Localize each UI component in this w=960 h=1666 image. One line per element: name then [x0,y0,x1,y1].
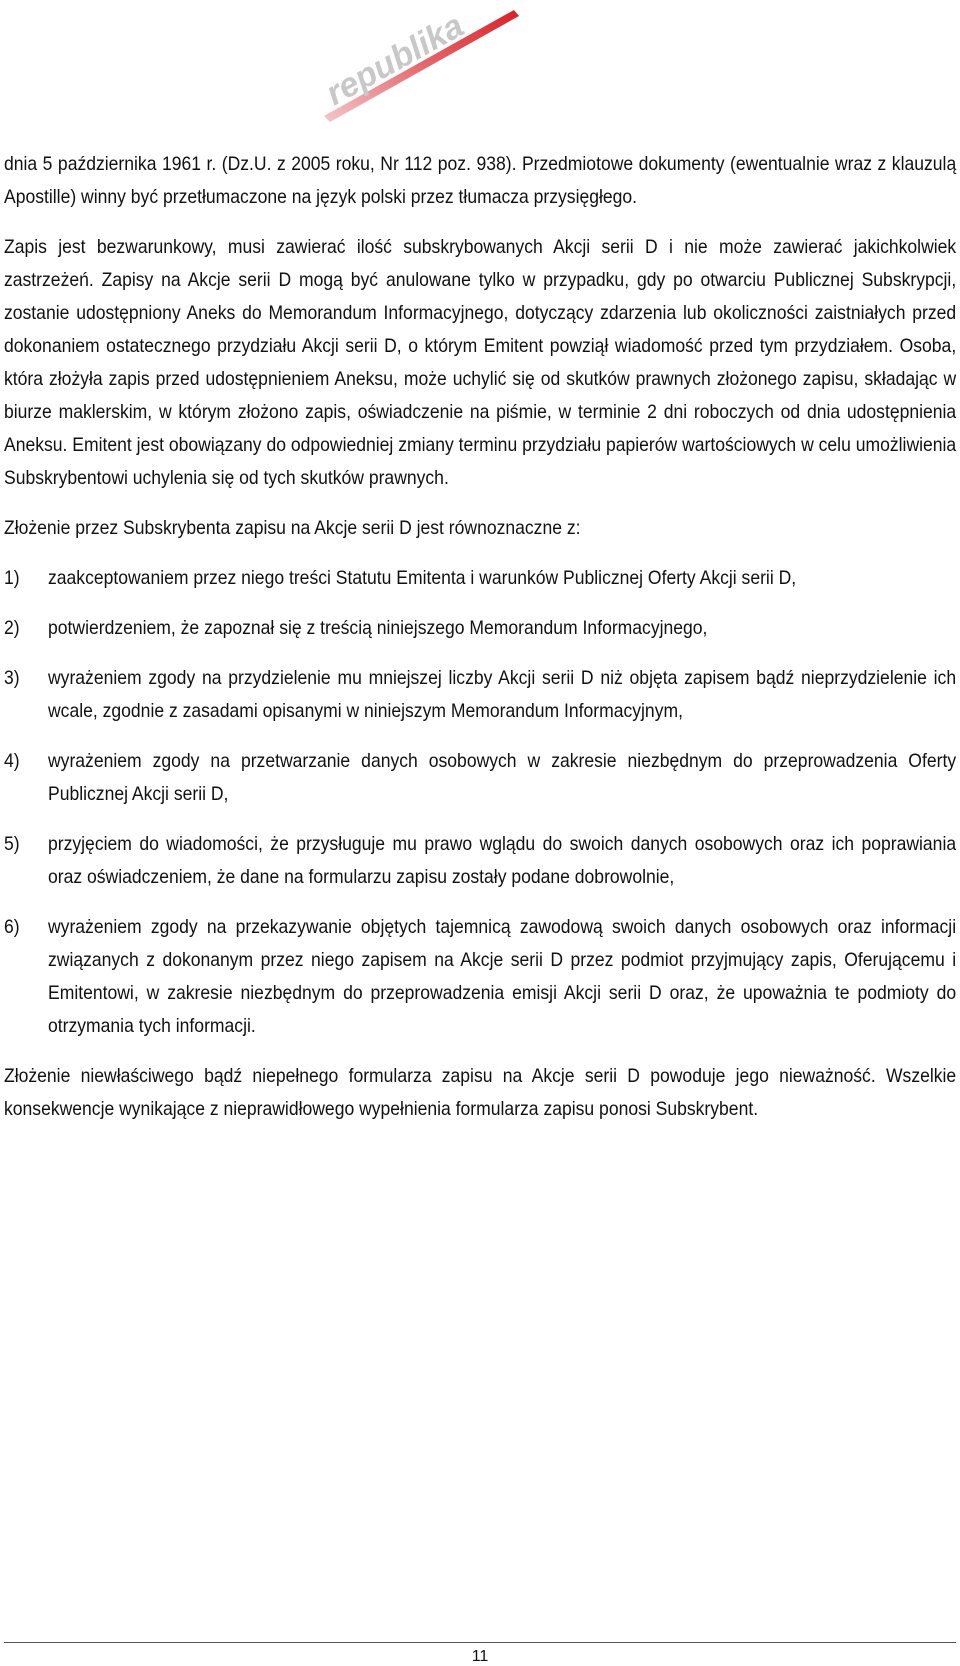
paragraph-1: dnia 5 października 1961 r. (Dz.U. z 2005 roku, Nr 112 poz. 938). Przedmiotowe dokumenty (ewentualnie wraz z klauzulą Apostille) winny być przetłumaczone na język polski przez tłumacza przysięgłego. [4,153,957,208]
list-item [4,911,956,1043]
list-item [4,828,956,894]
list-item-text: przyjęciem do wiadomości, że przysługuje mu prawo wglądu do swoich danych osobowych oraz ich poprawiania oraz oświadczeniem, że dane na formularzu zapisu zostały podane dobrowolnie, [48,833,957,888]
list-item-text: wyrażeniem zgody na przetwarzanie danych osobowych w zakresie niezbędnym do przeprowadzenia Oferty Publicznej Akcji serii D, [48,750,957,805]
list-item-number: 4) [4,750,20,772]
list-item-number: 2) [4,617,20,639]
list-item [4,745,956,811]
list-item-text: zaakceptowaniem przez niego treści Statutu Emitenta i warunków Publicznej Oferty Akcji serii D, [48,567,797,589]
list-item-number: 6) [4,916,20,938]
republika-logo-graphic [318,4,558,128]
page-number: 11 [471,1648,489,1665]
list-item-number: 5) [4,833,20,855]
list-item-number: 1) [4,567,20,589]
list-item-number: 3) [4,667,20,689]
paragraph-4: Złożenie niewłaściwego bądź niepełnego formularza zapisu na Akcje serii D powoduje jego nieważność. Wszelkie konsekwencje wynikające z nieprawidłowego wypełnienia formularza zapisu ponosi Subskrybent. [4,1065,957,1120]
document-body [4,148,956,1126]
republika-logo [318,4,558,128]
paragraph-2: Zapis jest bezwarunkowy, musi zawierać ilość subskrybowanych Akcji serii D i nie może zawierać jakichkolwiek zastrzeżeń. Zapisy na Akcje serii D mogą być anulowane tylko w przypadku, gdy po otwarciu Publicznej Subskrypcji, zostanie udostępniony Aneks do Memorandum Informacyjnego, dotyczący zdarzenia lub okoliczności zaistniałych przed dokonaniem ostatecznego przydziału Akcji serii D, o którym Emitent powziął wiadomość przed tym przydziałem. Osoba, która złożyła zapis przed udostępnieniem Aneksu, może uchylić się od skutków prawnych złożonego zapisu, składając w biurze maklerskim, w którym złożono zapis, oświadczenie na piśmie, w terminie 2 dni roboczych od dnia udostępnienia Aneksu. Emitent jest obowiązany do odpowiedniej zmiany terminu przydziału papierów wartościowych w celu umożliwienia Subskrybentowi uchylenia się od tych skutków prawnych. [4,236,957,489]
list-item-text: wyrażeniem zgody na przydzielenie mu mniejszej liczby Akcji serii D niż objęta zapisem bądź nieprzydzielenie ich wcale, zgodnie z zasadami opisanymi w niniejszym Memorandum Informacyjnym, [48,667,957,722]
list-item-text: potwierdzeniem, że zapoznał się z treścią niniejszego Memorandum Informacyjnego, [48,617,708,639]
footer-divider [4,1642,956,1643]
paragraph-3: Złożenie przez Subskrybenta zapisu na Akcje serii D jest równoznaczne z: [4,517,581,539]
list-item [4,662,956,728]
list-item-text: wyrażeniem zgody na przekazywanie objętych tajemnicą zawodową swoich danych osobowych oraz informacji związanych z dokonanym przez niego zapisem na Akcje serii D przez podmiot przyjmujący zapis, Oferującemu i Emitentowi, w zakresie niezbędnym do przeprowadzenia emisji Akcji serii D oraz, że upoważnia te podmioty do otrzymania tych informacji. [48,916,957,1037]
logo-wordmark: republika [319,6,471,113]
list-item [4,612,956,645]
list-item [4,562,956,595]
